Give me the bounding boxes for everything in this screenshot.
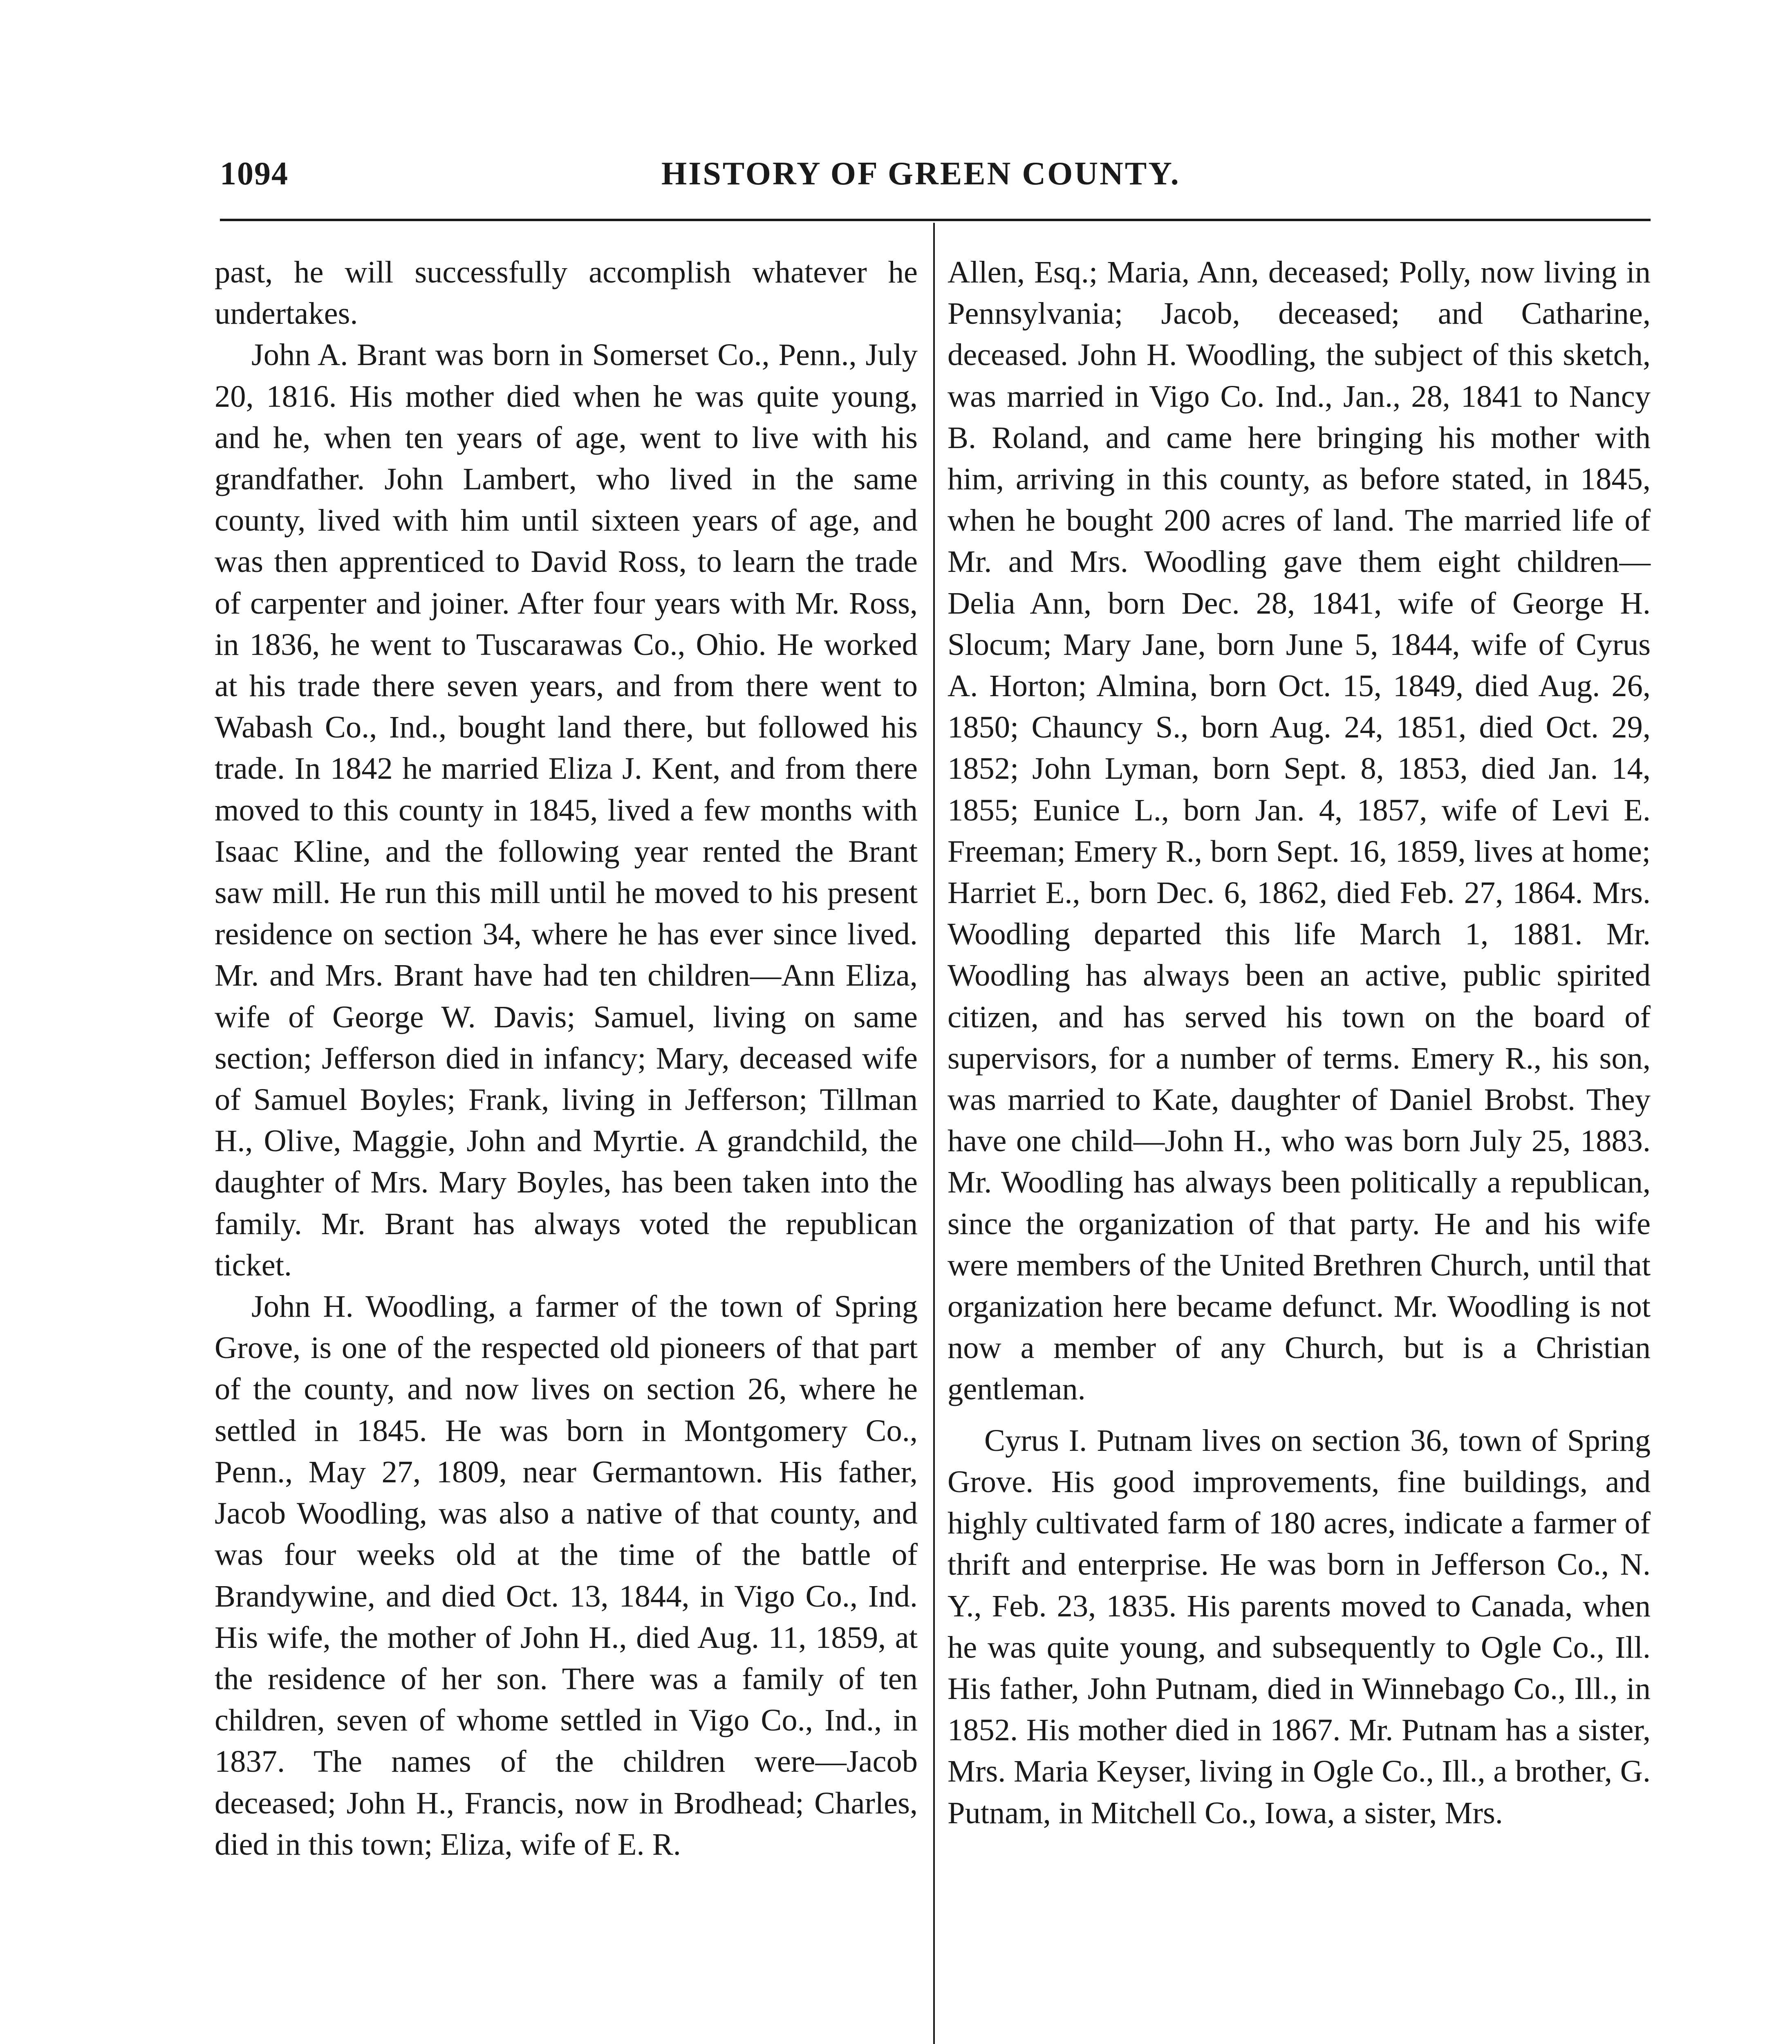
- paragraph-cyrus-i-putnam: Cyrus I. Putnam lives on section 36, town of Spring Grove. His good improvements, fine buildings, and highly cultivated farm of 180 acres, indicate a farmer of thrift and enterprise. He was born in Jefferson Co., N. Y., Feb. 23, 1835. His parents moved to Canada, when he was quite young, and subsequently to Ogle Co., Ill. His father, John Putnam, died in Winnebago Co., Ill., in 1852. His mother died in 1867. Mr. Putnam has a sister, Mrs. Maria Keyser, living in Ogle Co., Ill., a brother, G. Putnam, in Mitchell Co., Iowa, a sister, Mrs.: [948, 1423, 1651, 1830]
- paragraph-continuation: past, he will successfully accomplish whatever he undertakes.: [215, 255, 918, 331]
- page-number: 1094: [220, 156, 289, 192]
- page-header: [220, 155, 1651, 204]
- paragraph-woodling-continued: Allen, Esq.; Maria, Ann, deceased; Polly, now living in Pennsylvania; Jacob, deceased; and Catharine, deceased. John H. Woodling, the subject of this sketch, was married in Vigo Co. Ind., Jan., 28, 1841 to Nancy B. Roland, and came here bringing his mother with him, arriving in this county, as before stated, in 1845, when he bought 200 acres of land. The married life of Mr. and Mrs. Woodling gave them eight children—Delia Ann, born Dec. 28, 1841, wife of George H. Slocum; Mary Jane, born June 5, 1844, wife of Cyrus A. Horton; Almina, born Oct. 15, 1849, died Aug. 26, 1850; Chauncy S., born Aug. 24, 1851, died Oct. 29, 1852; John Lyman, born Sept. 8, 1853, died Jan. 14, 1855; Eunice L., born Jan. 4, 1857, wife of Levi E. Freeman; Emery R., born Sept. 16, 1859, lives at home; Harriet E., born Dec. 6, 1862, died Feb. 27, 1864. Mrs. Woodling departed this life March 1, 1881. Mr. Woodling has always been an active, public spirited citizen, and has served his town on the board of supervisors, for a number of terms. Emery R., his son, was married to Kate, daughter of Daniel Brobst. They have one child—John H., who was born July 25, 1883. Mr. Woodling has always been politically a republican, since the organization of that party. He and his wife were members of the United Brethren Church, until that organization here became defunct. Mr. Woodling is not now a member of any Church, but is a Christian gentleman.: [948, 255, 1651, 1407]
- header-rule: [220, 219, 1651, 221]
- column-rule: [933, 223, 935, 2044]
- paragraph-john-a-brant: John A. Brant was born in Somerset Co., Penn., July 20, 1816. His mother died when he was quite young, and he, when ten years of age, went to live with his grandfather. John Lambert, who lived in the same county, lived with him until sixteen years of age, and was then apprenticed to David Ross, to learn the trade of carpenter and joiner. After four years with Mr. Ross, in 1836, he went to Tuscarawas Co., Ohio. He worked at his trade there seven years, and from there went to Wabash Co., Ind., bought land there, but followed his trade. In 1842 he married Eliza J. Kent, and from there moved to this county in 1845, lived a few months with Isaac Kline, and the following year rented the Brant saw mill. He run this mill until he moved to his present residence on section 34, where he has ever since lived. Mr. and Mrs. Brant have had ten children—Ann Eliza, wife of George W. Davis; Samuel, living on same section; Jefferson died in infancy; Mary, deceased wife of Samuel Boyles; Frank, living in Jefferson; Tillman H., Olive, Maggie, John and Myrtie. A grandchild, the daughter of Mrs. Mary Boyles, has been taken into the family. Mr. Brant has always voted the republican ticket.: [215, 337, 918, 1282]
- running-title: HISTORY OF GREEN COUNTY.: [661, 156, 1180, 192]
- right-column: [948, 251, 1651, 1833]
- left-column: [215, 251, 918, 1865]
- paragraph-john-h-woodling: John H. Woodling, a farmer of the town of Spring Grove, is one of the respected old pioneers of that part of the county, and now lives on section 26, where he settled in 1845. He was born in Montgomery Co., Penn., May 27, 1809, near Germantown. His father, Jacob Woodling, was also a native of that county, and was four weeks old at the time of the battle of Brandywine, and died Oct. 13, 1844, in Vigo Co., Ind. His wife, the mother of John H., died Aug. 11, 1859, at the residence of her son. There was a family of ten children, seven of whome settled in Vigo Co., Ind., in 1837. The names of the children were—Jacob deceased; John H., Francis, now in Brodhead; Charles, died in this town; Eliza, wife of E. R.: [215, 1289, 918, 1862]
